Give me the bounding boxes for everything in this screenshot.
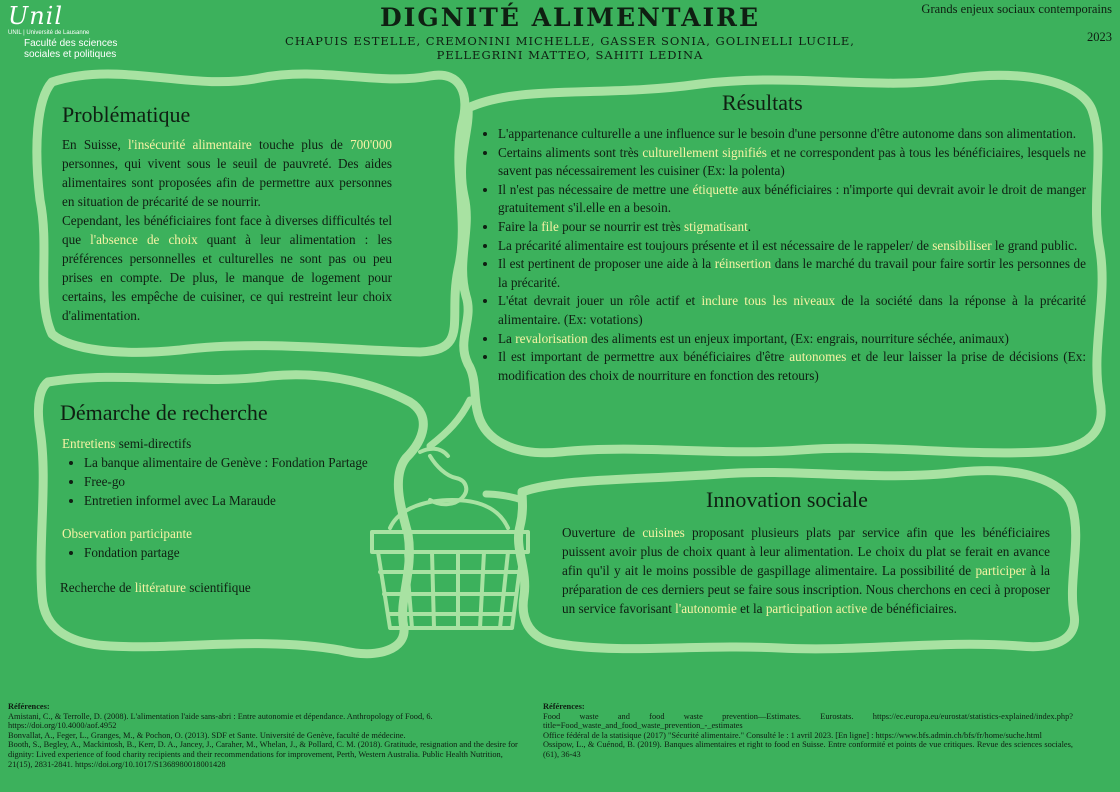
faculty-line-1: Faculté des sciences — [24, 38, 118, 49]
result-highlight: étiquette — [692, 181, 739, 197]
entretiens-list — [62, 453, 382, 510]
prob-p2-highlight: l'absence de choix — [90, 232, 198, 247]
list-item: • La banque alimentaire de Genève : Fondation Partage — [84, 453, 382, 472]
result-text: L'appartenance culturelle a une influence sur le besoin d'une personne d'être autonome dans son alimentation. — [498, 126, 1077, 141]
innovation-text-3: à la préparation de ces derniers peut se faire sous inscription. Nous cherchons en ceci à proposer un service favorisant — [562, 563, 1051, 616]
authors-line-1: CHAPUIS ESTELLE, CREMONINI MICHELLE, GASSER SONIA, GOLINELLI LUCILE, — [285, 34, 855, 48]
result-text: et de leur laisser la prise de décisions (Ex: modification des choix de nourriture en fonction des retours) — [498, 349, 1086, 383]
result-text: aux bénéficiaires : n'importe qui devrait avoir le droit de manger gratuitement s'il.elle en a besoin. — [498, 181, 1087, 216]
entretiens-rest: semi-directifs — [115, 436, 192, 451]
prob-p2-text-b: quant à leur alimentation : les préférences personnelles et culturelles ne sont pas ou peu prises en compte. De plus, le manque de logement pour certains, les empêche de cuisiner, ce qui restreint leur choix d'alimentation. — [62, 232, 392, 323]
reference-entry: Office fédéral de la statisique (2017) "Sécurité alimentaire." Consulté le : 1 avril 2023. [En ligne] : https://www.bfs.admin.ch/bfs/fr/home/suche.html — [543, 730, 1042, 740]
list-item — [498, 292, 1086, 329]
list-item — [498, 144, 1086, 181]
result-text: de la société dans la réponse à la précarité alimentaire. (Ex: votations) — [498, 293, 1086, 327]
prob-p1-text-c: personnes, qui vivent sous le seuil de pauvreté. Des aides alimentaires sont proposées afin de permettre aux personnes en situation de précarité de se nourrir. — [62, 156, 392, 209]
result-text: Certains aliments sont très — [498, 144, 643, 160]
innovation-text-1: Ouverture de — [562, 525, 643, 540]
poster-title: DIGNITÉ ALIMENTAIRE — [379, 3, 761, 32]
result-highlight: autonomes — [789, 349, 847, 365]
reference-entry: Amistani, C., & Terrolle, D. (2008). L'alimentation l'aide sans-abri : Entre autonomie et dépendance. Anthropology of Food, 6. https://doi.org/10.4000/aof.4952 — [8, 711, 433, 731]
reference-entry: Ossipow, L., & Cuénod, B. (2019). Banques alimentaires et right to food en Suisse. Entre conformité et points de vue critiques. Revue des sciences sociales, (61), 36-43 — [543, 740, 1073, 759]
problematique-heading: Problématique — [62, 102, 191, 127]
recherche-text-a: Recherche de — [60, 580, 135, 595]
resultats-heading: Résultats — [722, 90, 803, 115]
logo-text: Unil — [8, 2, 64, 30]
prob-p1-highlight-1: l'insécurité alimentaire — [128, 137, 252, 152]
result-text: dans le marché du travail pour faire sortir les personnes de la précarité. — [498, 256, 1086, 290]
innovation-highlight-3: l'autonomie — [675, 601, 737, 616]
innovation-text-4: et la — [736, 601, 766, 616]
list-item: • Fondation partage — [84, 543, 382, 562]
problematique-text — [62, 135, 392, 325]
connector-innovation — [486, 494, 522, 500]
result-text: et ne correspondent pas à tous les bénéficiaires, lesquels ne savent pas nécessairement les cuisiner (Ex: la polenta) — [498, 144, 1086, 179]
result-text: pour se nourrir est très — [558, 218, 685, 234]
list-item — [498, 237, 1086, 256]
references-left — [8, 702, 528, 769]
result-text: le grand public. — [991, 237, 1078, 253]
innovation-highlight-4: participation active — [765, 601, 868, 616]
result-text: Il est pertinent de proposer une aide à la — [498, 256, 715, 272]
result-text: Il est important de permettre aux bénéficiaires d'être — [498, 349, 790, 365]
course-name: Grands enjeux sociaux contemporains — [921, 2, 1112, 16]
prob-p2-text-a: Cependant, les bénéficiaires font face à diverses difficultés tel que — [62, 213, 392, 247]
demarche-heading: Démarche de recherche — [60, 400, 268, 425]
list-item — [498, 330, 1086, 349]
observation-label: Observation participante — [62, 526, 192, 541]
result-highlight: file — [541, 218, 559, 234]
innovation-highlight-1: cuisines — [642, 525, 685, 540]
innovation-text-5: de bénéficiaires. — [867, 601, 957, 616]
reference-entry: Food waste and food waste prevention—Estimates. Eurostats. https://ec.europa.eu/eurostat/statistics-explained/index.php?title=Food_waste_and_food_waste_prevention_-_estimates — [543, 711, 1073, 731]
demarche-content — [62, 434, 382, 597]
result-text: des aliments est un enjeux important, (Ex: engrais, nourriture séchée, animaux) — [587, 330, 1009, 346]
prob-p1-text-b: touche plus de — [251, 137, 351, 152]
innovation-text-2: proposant plusieurs plats par service afin que les bénéficiaires puissent avoir plus de choix quant à leur alimentation. Le choix du plat se ferait en avance afin qu'il y ait le moins possible de gaspillage alimentaire. La possibilité de — [562, 525, 1050, 578]
result-highlight: stigmatisant — [684, 218, 748, 234]
university-logo — [8, 4, 128, 60]
result-text: . — [747, 218, 752, 234]
prob-p1-highlight-2: 700'000 — [350, 137, 393, 152]
connector-resultats — [430, 400, 470, 446]
result-highlight: réinsertion — [714, 256, 772, 272]
recherche-line — [60, 578, 382, 597]
references-title: Références: — [543, 702, 585, 711]
faculty-line-2: sociales et politiques — [24, 49, 117, 60]
result-highlight: inclure tous les niveaux — [701, 293, 836, 309]
recherche-text-b: scientifique — [185, 580, 251, 595]
year: 2023 — [1087, 30, 1112, 44]
innovation-heading: Innovation sociale — [706, 487, 868, 512]
prob-p1-text-a: En Suisse, — [62, 137, 128, 152]
entretiens-highlight: Entretiens — [62, 436, 116, 451]
list-item: • Entretien informel avec La Maraude — [84, 491, 382, 510]
reference-entry: Bonvallat, A., Feger, L., Granges, M., & Pochon, O. (2013). SDF et Sante. Université de Genève, faculté de médecine. — [8, 730, 406, 740]
authors-line-2: PELLEGRINI MATTEO, SAHITI LEDINA — [436, 48, 704, 62]
reference-entry: Booth, S., Begley, A., Mackintosh, B., Kerr, D. A., Jancey, J., Caraher, M., Whelan, J., & Pollard, C. M. (2018). Gratitude, resignation and the desire for dignity: Lived experience of food charity recipients and their recommendations for improvement, Perth, Western Australia. Public Health Nutrition, 21(15), 2831-2841. https://doi.org/10.1017/S1368980018001428 — [8, 740, 518, 769]
result-text: L'état devrait jouer un rôle actif et — [498, 293, 702, 309]
list-item — [498, 125, 1086, 144]
result-text: La précarité alimentaire est toujours présente et il est nécessaire de le rappeler/ de — [498, 237, 933, 253]
references-right — [543, 702, 1073, 760]
result-text: Il n'est pas nécessaire de mettre une — [498, 181, 693, 197]
recherche-highlight: littérature — [134, 580, 186, 595]
result-highlight: revalorisation — [515, 330, 588, 346]
innovation-text — [562, 523, 1050, 618]
logo-line: UNIL | Université de Lausanne — [8, 30, 90, 36]
list-item — [498, 181, 1086, 218]
list-item: • Free-go — [84, 472, 382, 491]
entretiens-line — [62, 434, 382, 453]
references-title: Références: — [8, 702, 50, 711]
result-text: Faire la — [498, 218, 542, 234]
observation-list — [62, 543, 382, 562]
authors — [240, 34, 900, 62]
result-text: La — [498, 330, 516, 346]
list-item — [498, 348, 1086, 385]
faculty-name — [8, 38, 128, 60]
resultats-list — [480, 125, 1086, 385]
innovation-highlight-2: participer — [975, 563, 1026, 578]
result-highlight: sensibiliser — [932, 237, 992, 253]
result-highlight: culturellement signifiés — [642, 144, 767, 160]
list-item — [498, 255, 1086, 292]
list-item — [498, 218, 1086, 237]
